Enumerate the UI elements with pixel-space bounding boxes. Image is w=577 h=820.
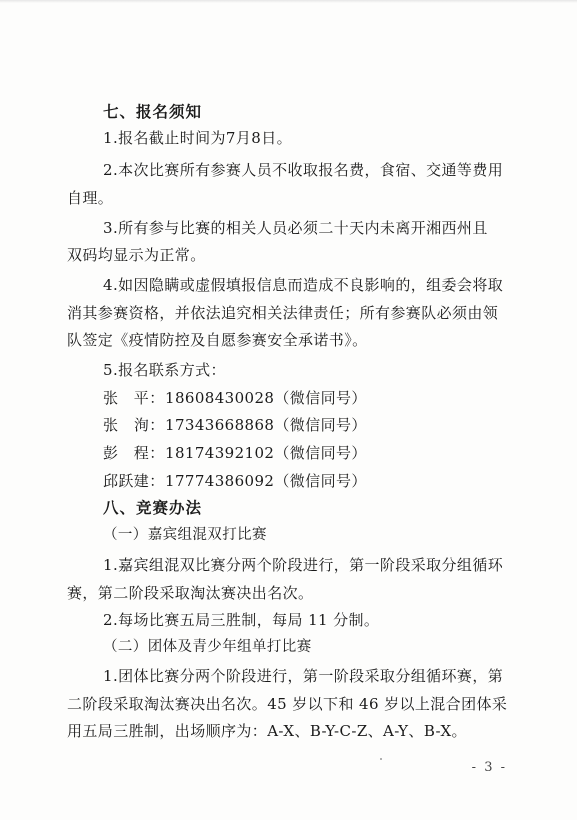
section-8-sub1-item-2: 2.每场比赛五局三胜制，每局 11 分制。: [103, 611, 380, 629]
section-7-item-2-line-1: 2.本次比赛所有参赛人员不收取报名费，食宿、交通等费用: [103, 161, 504, 179]
section-7-item-3-line-1: 3.所有参与比赛的相关人员必须二十天内未离开湘西州且: [103, 219, 488, 237]
section-8-sub1-item-1-line-1: 1.嘉宾组混双比赛分两个阶段进行，第一阶段采取分组循环: [103, 556, 504, 574]
contact-name: 彭 程：: [103, 444, 165, 462]
contact-name: 张 洵：: [103, 416, 165, 434]
section-7-item-4-line-3: 队签定《疫情防控及自愿参赛安全承诺书》。: [67, 331, 368, 349]
contact-phone: 18608430028（微信同号）: [165, 389, 367, 407]
contact-name: 张 平：: [103, 389, 165, 407]
scan-speck: [380, 758, 382, 760]
section-7-item-5: 5.报名联系方式：: [103, 361, 226, 379]
contact-phone: 18174392102（微信同号）: [165, 444, 367, 462]
section-7-item-1: 1.报名截止时间为7月8日。: [103, 129, 292, 147]
section-8-sub1-item-1-line-2: 赛，第二阶段采取淘汰赛决出名次。: [67, 584, 314, 602]
contact-phone: 17774386092（微信同号）: [165, 472, 367, 490]
contact-phone: 17343668868（微信同号）: [165, 416, 367, 434]
section-7-item-4-line-2: 消其参赛资格，并依法追究相关法律责任；所有参赛队必须由领: [67, 304, 499, 322]
section-8-sub2-item-1-line-2: 二阶段采取淘汰赛决出名次。45 岁以下和 46 岁以上混合团体采: [67, 695, 508, 713]
contact-row: [103, 415, 367, 435]
section-7-item-3-line-2: 双码均显示为正常。: [67, 246, 206, 264]
section-8-sub2-item-1-line-3: 用五局三胜制，出场顺序为：A-X、B-Y-C-Z、A-Y、B-X。: [67, 722, 467, 740]
section-7-heading: 七、报名须知: [103, 103, 203, 121]
contact-row: [103, 388, 367, 408]
page-number: - 3 -: [471, 760, 507, 775]
section-8-heading: 八、竞赛办法: [103, 499, 203, 517]
section-7-item-2-line-2: 自理。: [67, 189, 114, 207]
contact-name: 邱跃建：: [103, 472, 165, 490]
section-8-subheading-2: （二）团体及青少年组单打比赛: [103, 639, 312, 655]
contact-row: [103, 443, 367, 463]
page-top-edge: [0, 0, 577, 3]
section-8-sub2-item-1-line-1: 1.团体比赛分两个阶段进行，第一阶段采取分组循环赛，第: [103, 667, 504, 685]
section-8-subheading-1: （一）嘉宾组混双打比赛: [103, 527, 267, 543]
contact-row: [103, 471, 367, 491]
section-7-item-4-line-1: 4.如因隐瞒或虚假填报信息而造成不良影响的，组委会将取: [103, 276, 504, 294]
